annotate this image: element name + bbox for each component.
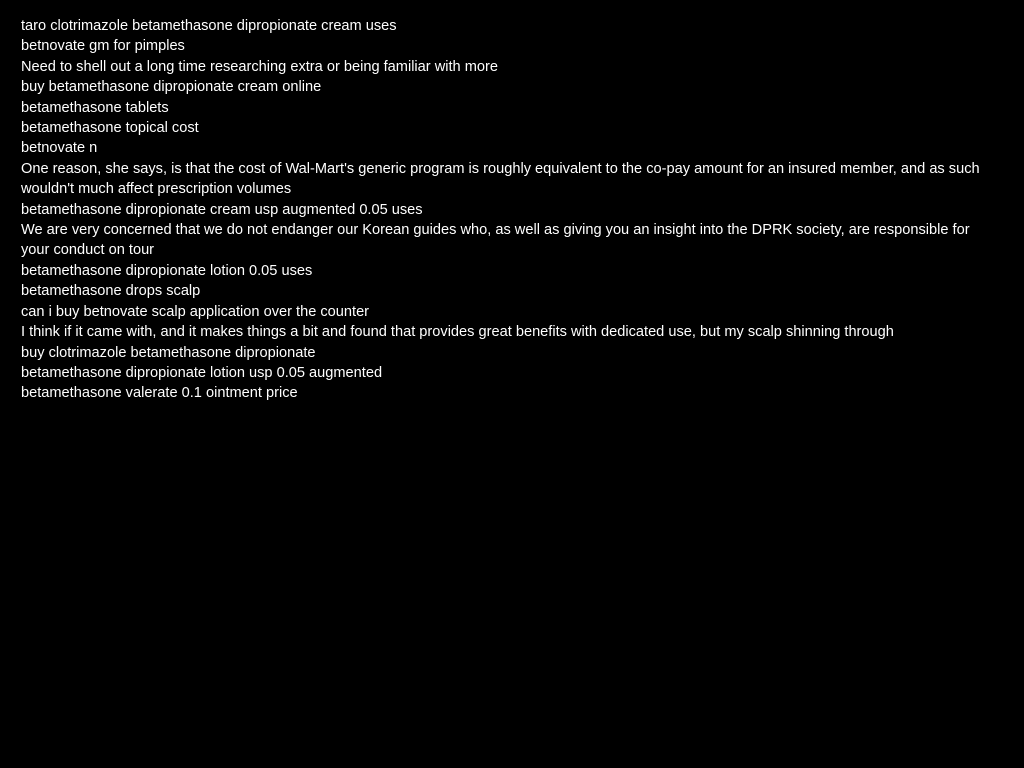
text-line: betamethasone dipropionate lotion 0.05 uses xyxy=(21,262,313,279)
text-line: betamethasone topical cost xyxy=(21,120,199,137)
text-line: betamethasone drops scalp xyxy=(21,283,201,300)
text-line: buy betamethasone dipropionate cream online xyxy=(21,79,322,96)
text-line: buy clotrimazole betamethasone dipropionate xyxy=(21,344,316,361)
text-line: betnovate gm for pimples xyxy=(21,38,185,55)
text-block xyxy=(21,16,1001,404)
text-line: Need to shell out a long time researching extra or being familiar with more xyxy=(21,58,498,75)
text-line: I think if it came with, and it makes things a bit and found that provides great benefits with dedicated use, but my scalp shinning through xyxy=(21,324,894,341)
text-line: can i buy betnovate scalp application over the counter xyxy=(21,303,370,320)
text-line: betamethasone dipropionate cream usp augmented 0.05 uses xyxy=(21,201,423,218)
text-line: We are very concerned that we do not endanger our Korean guides who, as well as giving you an insight into the DPRK society, are responsible for your conduct on tour xyxy=(21,222,970,259)
text-line: betnovate n xyxy=(21,140,98,157)
text-line: betamethasone tablets xyxy=(21,99,169,116)
text-line: One reason, she says, is that the cost of Wal-Mart's generic program is roughly equivalent to the co-pay amount for an insured member, and as such wouldn't much affect prescription volumes xyxy=(21,160,980,198)
text-line: betamethasone dipropionate lotion usp 0.05 augmented xyxy=(21,364,383,381)
text-line: betamethasone valerate 0.1 ointment price xyxy=(21,385,298,402)
text-line: taro clotrimazole betamethasone dipropionate cream uses xyxy=(21,18,397,34)
